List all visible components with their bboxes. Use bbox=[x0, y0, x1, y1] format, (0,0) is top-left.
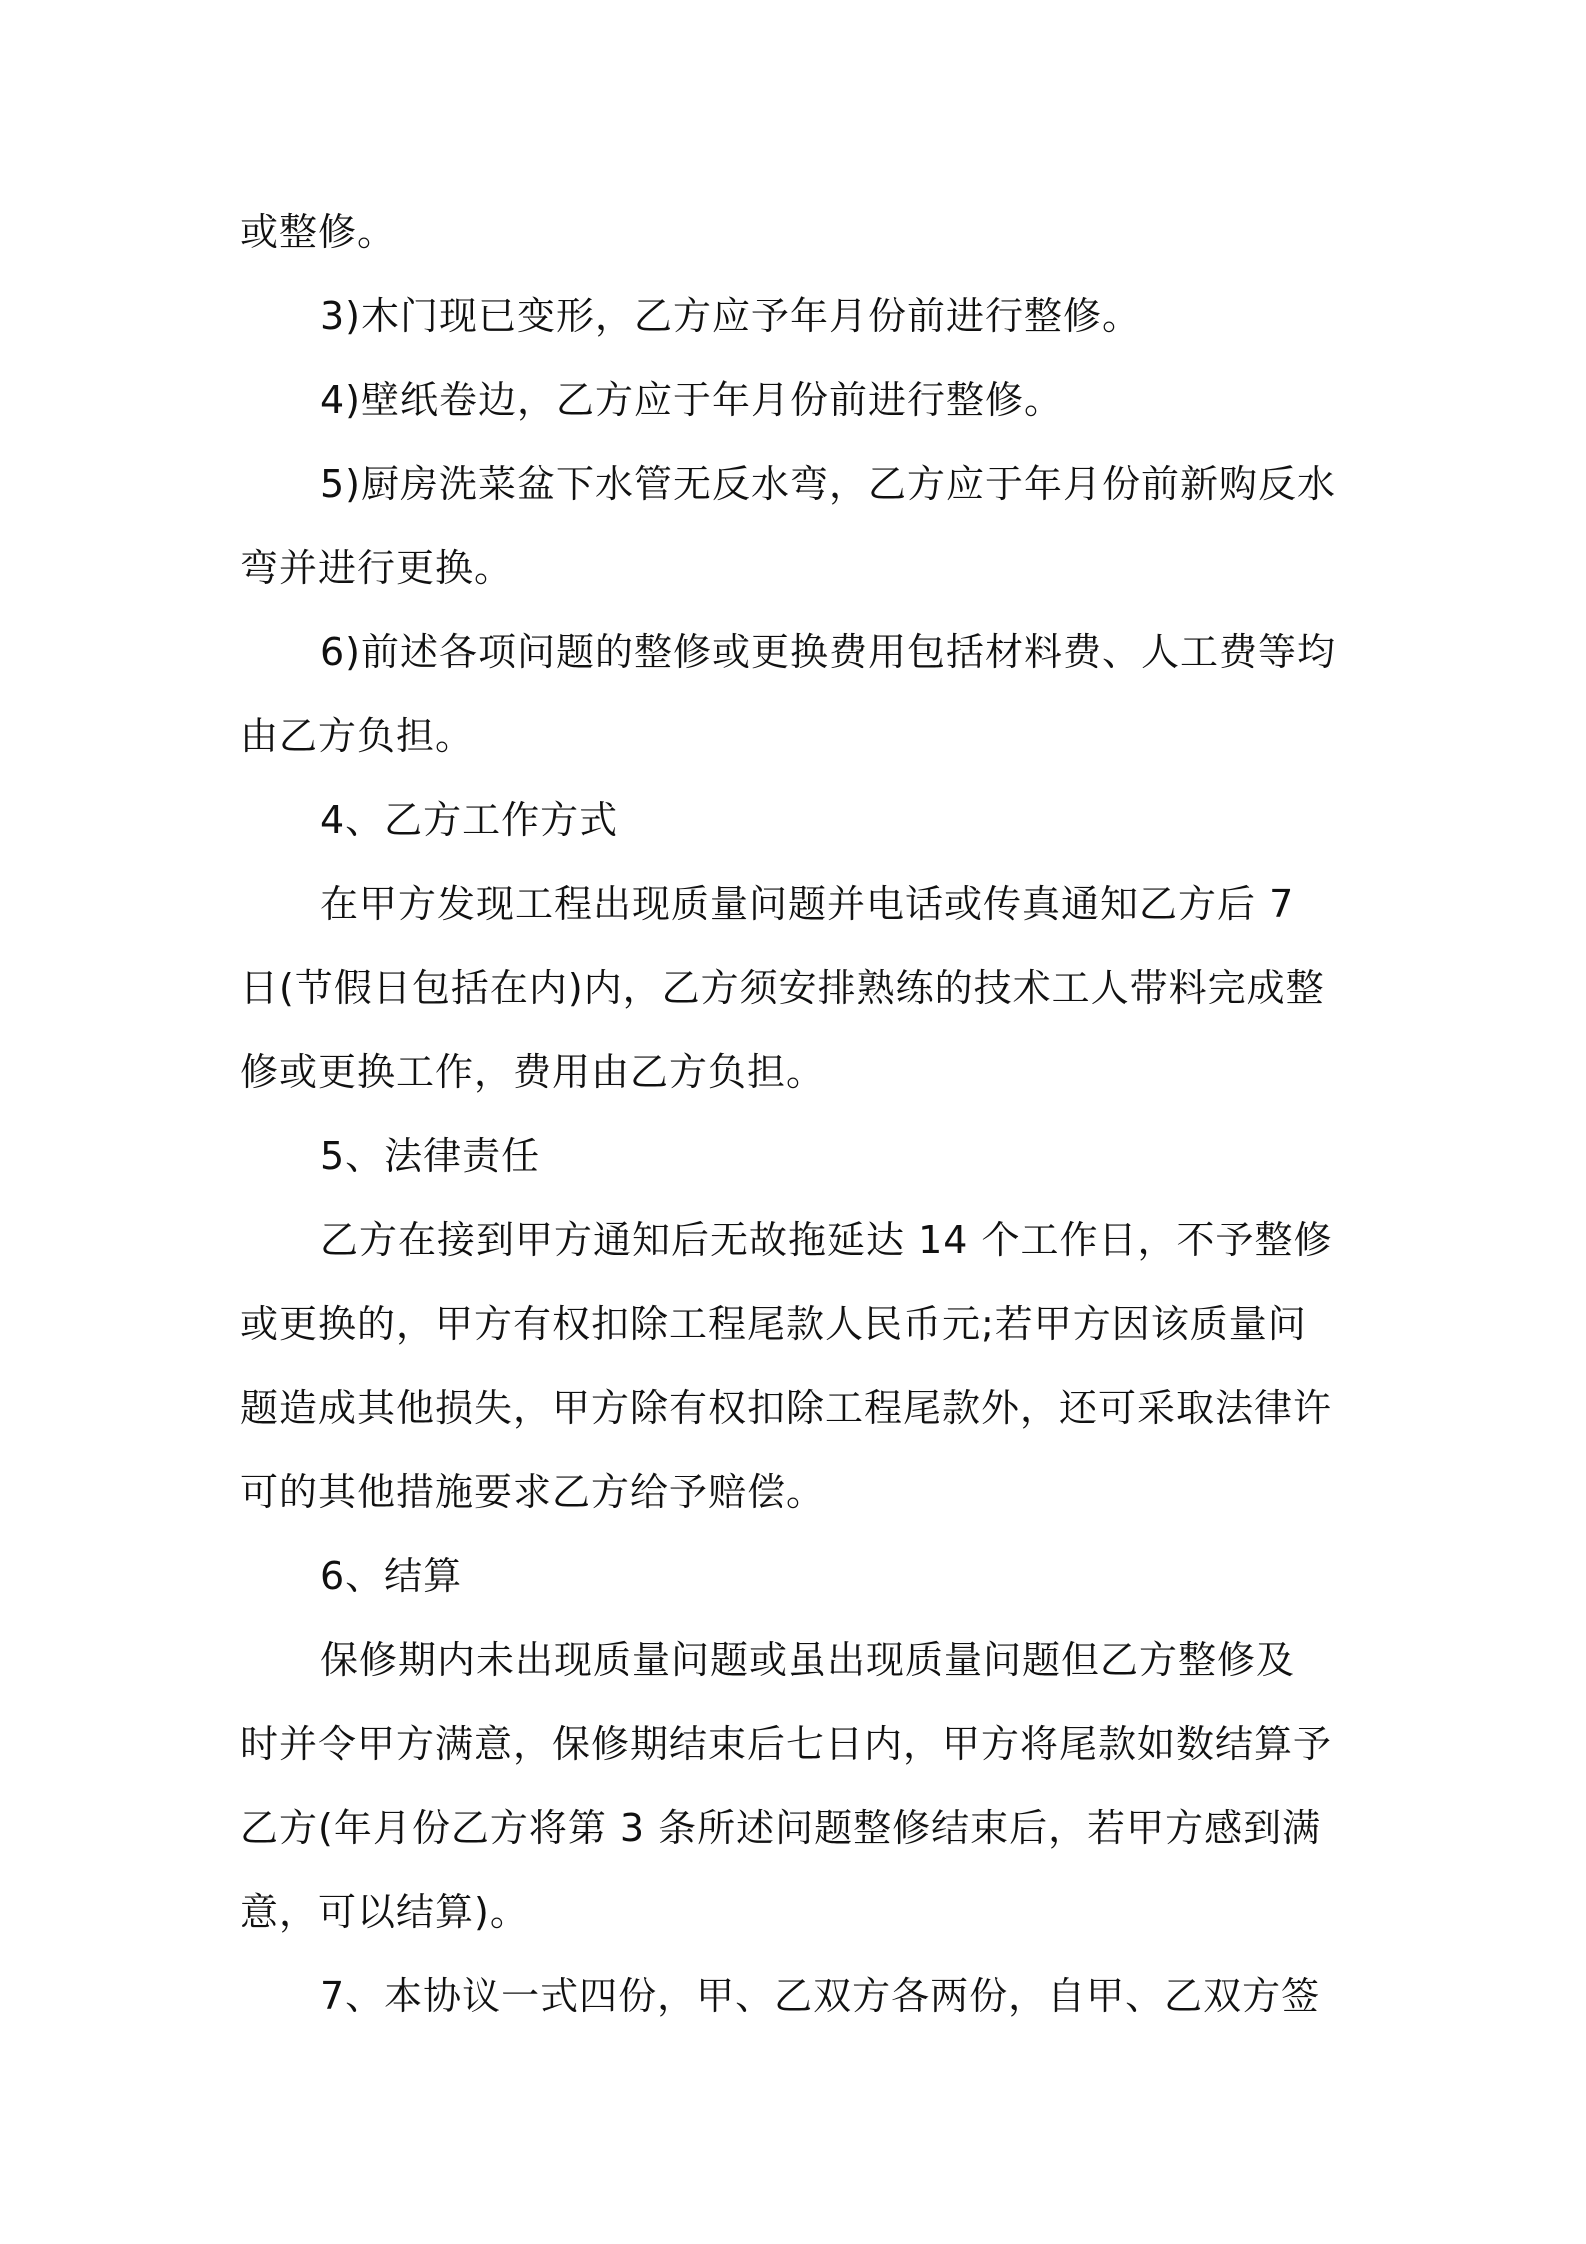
text-line-4: 5)厨房洗菜盆下水管无反水弯，乙方应于年月份前新购反水 bbox=[320, 462, 1337, 506]
text-line-18: 保修期内未出现质量问题或虽出现质量问题但乙方整修及 bbox=[320, 1638, 1296, 1682]
text-line-3: 4)壁纸卷边，乙方应于年月份前进行整修。 bbox=[320, 378, 1064, 422]
text-line-16: 可的其他措施要求乙方给予赔偿。 bbox=[240, 1470, 826, 1514]
text-line-15: 题造成其他损失，甲方除有权扣除工程尾款外，还可采取法律许 bbox=[240, 1386, 1333, 1430]
text-line-13: 乙方在接到甲方通知后无故拖延达 14 个工作日，不予整修 bbox=[320, 1218, 1333, 1262]
text-line-2: 3)木门现已变形，乙方应予年月份前进行整修。 bbox=[320, 294, 1142, 338]
document-body bbox=[240, 190, 1360, 2038]
text-line-20: 乙方(年月份乙方将第 3 条所述问题整修结束后，若甲方感到满 bbox=[240, 1806, 1322, 1850]
section-heading-5: 5、法律责任 bbox=[320, 1134, 541, 1178]
section-heading-6: 6、结算 bbox=[320, 1554, 463, 1598]
text-line-10: 日(节假日包括在内)内，乙方须安排熟练的技术工人带料完成整 bbox=[240, 966, 1325, 1010]
text-line-5: 弯并进行更换。 bbox=[240, 546, 514, 590]
text-line-21: 意，可以结算)。 bbox=[240, 1890, 529, 1934]
section-heading-7: 7、本协议一式四份，甲、乙双方各两份，自甲、乙双方签 bbox=[320, 1974, 1321, 2018]
text-line-11: 修或更换工作，费用由乙方负担。 bbox=[240, 1050, 826, 1094]
section-heading-4: 4、乙方工作方式 bbox=[320, 798, 619, 842]
text-line-7: 由乙方负担。 bbox=[240, 714, 475, 758]
text-line-19: 时并令甲方满意，保修期结束后七日内，甲方将尾款如数结算予 bbox=[240, 1722, 1333, 1766]
text-line-6: 6)前述各项问题的整修或更换费用包括材料费、人工费等均 bbox=[320, 630, 1337, 674]
text-line-14: 或更换的，甲方有权扣除工程尾款人民币元;若甲方因该质量问 bbox=[240, 1302, 1307, 1346]
text-line-1: 或整修。 bbox=[240, 210, 397, 254]
text-line-9: 在甲方发现工程出现质量问题并电话或传真通知乙方后 7 bbox=[320, 882, 1295, 926]
